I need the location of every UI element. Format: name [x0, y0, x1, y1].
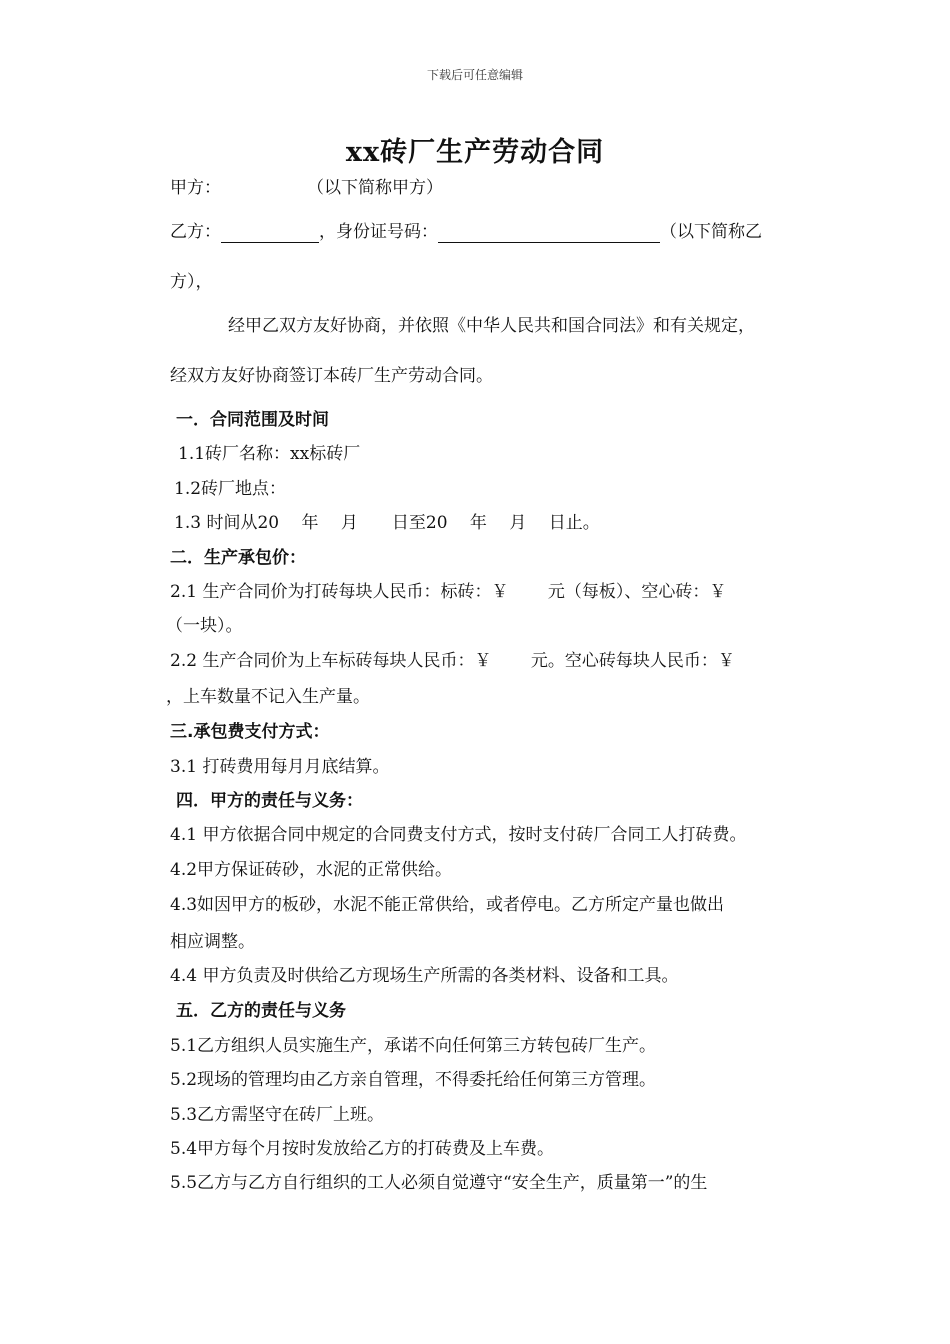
item-5-5: 5.5乙方与乙方自行组织的工人必须自觉遵守“安全生产，质量第一”的生: [170, 1173, 708, 1193]
section-5-heading: 五．乙方的责任与义务: [176, 1001, 346, 1021]
item-1-1: 1.1砖厂名称：xx标砖厂: [178, 444, 361, 464]
item-5-4: 5.4甲方每个月按时发放给乙方的打砖费及上车费。: [170, 1139, 555, 1159]
party-b-line: [170, 221, 762, 243]
party-b-note-cont: 方），: [170, 272, 213, 292]
party-b-id-blank[interactable]: [438, 224, 660, 243]
party-b-label: 乙方：: [170, 222, 221, 242]
header-note: 下载后可任意编辑: [426, 68, 523, 82]
item-4-3-cont: 相应调整。: [170, 932, 255, 952]
item-4-4: 4.4 甲方负责及时供给乙方现场生产所需的各类材料、设备和工具。: [170, 966, 679, 986]
item-4-2: 4.2甲方保证砖砂，水泥的正常供给。: [170, 860, 453, 880]
section-4-heading: 四．甲方的责任与义务：: [176, 791, 363, 811]
item-5-3: 5.3乙方需坚守在砖厂上班。: [170, 1105, 385, 1125]
intro-line-1: 经甲乙双方友好协商，并依照《中华人民共和国合同法》和有关规定，: [228, 316, 755, 336]
document-title: xx砖厂生产劳动合同: [345, 137, 605, 168]
section-1-heading: 一．合同范围及时间: [176, 410, 329, 430]
party-b-note: （以下简称乙: [660, 222, 762, 242]
item-4-3: 4.3如因甲方的板砂，水泥不能正常供给，或者停电。乙方所定产量也做出: [170, 895, 725, 915]
party-a-line: [170, 177, 443, 199]
item-2-1: 2.1 生产合同价为打砖每块人民币：标砖：￥ 元（每板）、空心砖：￥: [170, 582, 727, 602]
party-a-note: （以下简称甲方）: [307, 178, 443, 198]
item-5-2: 5.2现场的管理均由乙方亲自管理，不得委托给任何第三方管理。: [170, 1070, 657, 1090]
item-2-1-cont: （一块）。: [166, 616, 243, 636]
item-2-2: 2.2 生产合同价为上车标砖每块人民币：￥ 元。空心砖每块人民币：￥: [170, 651, 735, 671]
party-b-id-label: ，身份证号码：: [319, 222, 438, 242]
item-1-3: 1.3 时间从20 年 月 日至20 年 月 日止。: [174, 513, 600, 533]
item-3-1: 3.1 打砖费用每月月底结算。: [170, 757, 390, 777]
party-a-label: 甲方：: [170, 178, 221, 198]
item-5-1: 5.1乙方组织人员实施生产，承诺不向任何第三方转包砖厂生产。: [170, 1036, 657, 1056]
item-4-1: 4.1 甲方依据合同中规定的合同费支付方式，按时支付砖厂合同工人打砖费。: [170, 825, 747, 845]
party-b-name-blank[interactable]: [221, 224, 319, 243]
item-1-2: 1.2砖厂地点：: [174, 479, 287, 499]
intro-line-2: 经双方友好协商签订本砖厂生产劳动合同。: [170, 366, 493, 386]
section-2-heading: 二．生产承包价：: [170, 548, 306, 568]
item-2-2-cont: ，上车数量不记入生产量。: [166, 687, 370, 707]
section-3-heading: 三.承包费支付方式：: [170, 722, 330, 742]
